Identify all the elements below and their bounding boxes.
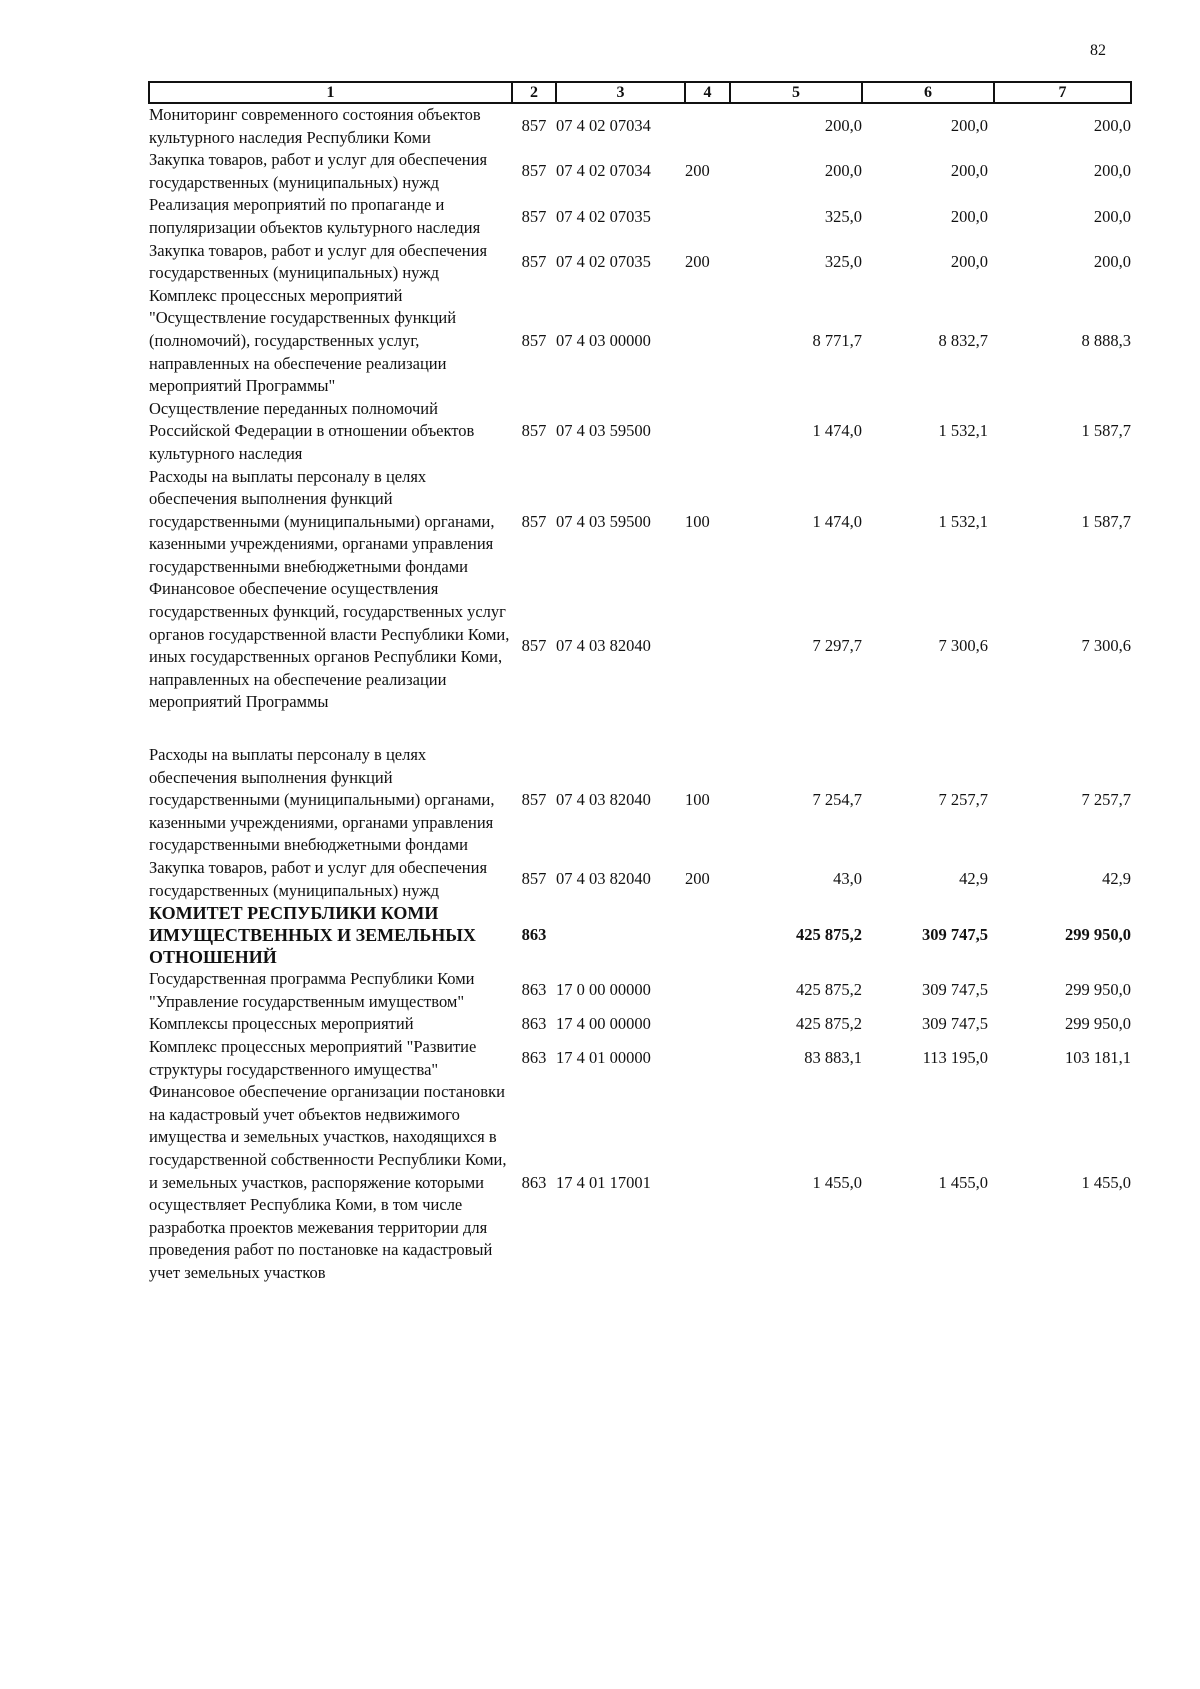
row-expense-type bbox=[685, 1036, 730, 1081]
row-value-col5: 1 455,0 bbox=[812, 1172, 862, 1192]
row-value-col6: 309 747,5 bbox=[922, 980, 988, 1000]
table-row bbox=[149, 1036, 1131, 1081]
row-expense-type: 200 bbox=[685, 251, 710, 271]
row-target-code: 07 4 03 82040 bbox=[556, 869, 651, 889]
row-expense-type bbox=[685, 103, 730, 149]
row-value-col7: 8 888,3 bbox=[1081, 330, 1131, 350]
row-name: Расходы на выплаты персоналу в целях обеспечения выполнения функций государственными (муниципальными) органами, казенными учреждениями, органами управления государственными внебюджетными фондами bbox=[149, 745, 495, 855]
row-value-col5: 83 883,1 bbox=[804, 1048, 862, 1068]
row-admin-code: 857 bbox=[521, 206, 547, 226]
row-value-col5: 7 297,7 bbox=[812, 635, 862, 655]
row-admin-code: 863 bbox=[521, 980, 547, 1000]
row-value-col5: 43,0 bbox=[833, 869, 862, 889]
table-row bbox=[149, 466, 1131, 579]
row-value-col6: 113 195,0 bbox=[922, 1048, 988, 1068]
row-spacer bbox=[149, 714, 1131, 744]
row-admin-code: 857 bbox=[521, 511, 547, 531]
row-target-code: 07 4 03 59500 bbox=[556, 421, 651, 441]
row-name: Финансовое обеспечение организации постановки на кадастровый учет объектов недвижимого имущества и земельных участков, находящихся в государственной собственности Республики Коми, и земельных участков, распоряжение которыми осуществляет Республика Коми, в том числе разработка проектов межевания территории для проведения работ по постановке на кадастровый учет земельных участков bbox=[149, 1082, 507, 1282]
row-value-col6: 8 832,7 bbox=[938, 330, 988, 350]
row-value-col7: 7 300,6 bbox=[1081, 635, 1131, 655]
row-value-col6: 42,9 bbox=[959, 869, 988, 889]
row-name: КОМИТЕТ РЕСПУБЛИКИ КОМИ ИМУЩЕСТВЕННЫХ И ЗЕМЕЛЬНЫХ ОТНОШЕНИЙ bbox=[149, 903, 476, 968]
row-value-col5: 425 875,2 bbox=[796, 1014, 862, 1034]
col-header-6: 6 bbox=[862, 82, 994, 103]
row-name: Осуществление переданных полномочий Российской Федерации в отношении объектов культурного наследия bbox=[149, 398, 475, 463]
row-value-col5: 8 771,7 bbox=[812, 330, 862, 350]
row-value-col7: 103 181,1 bbox=[1065, 1048, 1131, 1068]
row-target-code: 07 4 02 07034 bbox=[556, 116, 651, 136]
header-row bbox=[149, 82, 1131, 103]
row-admin-code: 863 bbox=[521, 1048, 547, 1068]
row-expense-type bbox=[685, 398, 730, 466]
row-name: Закупка товаров, работ и услуг для обеспечения государственных (муниципальных) нужд bbox=[149, 858, 488, 900]
row-value-col5: 325,0 bbox=[824, 251, 862, 271]
row-value-col6: 1 455,0 bbox=[938, 1172, 988, 1192]
row-admin-code: 857 bbox=[521, 116, 547, 136]
row-target-code: 07 4 03 82040 bbox=[556, 790, 651, 810]
row-value-col5: 1 474,0 bbox=[812, 421, 862, 441]
row-expense-type bbox=[685, 578, 730, 714]
row-admin-code: 857 bbox=[521, 251, 547, 271]
row-admin-code: 857 bbox=[521, 421, 547, 441]
row-expense-type bbox=[685, 902, 730, 968]
row-admin-code: 857 bbox=[521, 869, 547, 889]
row-value-col7: 7 257,7 bbox=[1081, 790, 1131, 810]
row-name: Комплекс процессных мероприятий "Развитие структуры государственного имущества" bbox=[149, 1036, 477, 1079]
row-value-col7: 42,9 bbox=[1102, 869, 1131, 889]
col-header-5: 5 bbox=[730, 82, 862, 103]
table-row bbox=[149, 968, 1131, 1013]
row-name: Расходы на выплаты персоналу в целях обеспечения выполнения функций государственными (муниципальными) органами, казенными учреждениями, органами управления государственными внебюджетными фондами bbox=[149, 466, 495, 576]
row-value-col7: 200,0 bbox=[1093, 161, 1131, 181]
table-row bbox=[149, 398, 1131, 466]
row-expense-type bbox=[685, 1081, 730, 1284]
row-value-col5: 425 875,2 bbox=[796, 980, 862, 1000]
row-value-col6: 200,0 bbox=[950, 116, 988, 136]
row-name: Закупка товаров, работ и услуг для обеспечения государственных (муниципальных) нужд bbox=[149, 150, 488, 192]
row-target-code: 17 4 01 00000 bbox=[556, 1048, 651, 1068]
row-expense-type bbox=[685, 194, 730, 239]
row-value-col6: 309 747,5 bbox=[922, 924, 988, 944]
row-target-code: 17 4 00 00000 bbox=[556, 1014, 651, 1034]
budget-table bbox=[148, 81, 1132, 1285]
row-target-code: 07 4 03 00000 bbox=[556, 330, 651, 350]
page-number: 82 bbox=[1090, 42, 1106, 59]
col-header-7: 7 bbox=[994, 82, 1131, 103]
row-value-col7: 200,0 bbox=[1093, 206, 1131, 226]
row-value-col5: 200,0 bbox=[824, 161, 862, 181]
col-header-3: 3 bbox=[556, 82, 685, 103]
row-name: Комплекс процессных мероприятий "Осуществление государственных функций (полномочий), государственных услуг, направленных на обеспечение реализации мероприятий Программы" bbox=[149, 285, 457, 396]
col-header-1: 1 bbox=[149, 82, 512, 103]
row-value-col6: 200,0 bbox=[950, 206, 988, 226]
row-target-code: 17 4 01 17001 bbox=[556, 1172, 651, 1192]
row-expense-type: 100 bbox=[685, 790, 710, 810]
row-admin-code: 857 bbox=[521, 330, 547, 350]
row-value-col6: 309 747,5 bbox=[922, 1014, 988, 1034]
row-target-code: 07 4 02 07034 bbox=[556, 161, 651, 181]
row-admin-code: 857 bbox=[521, 161, 547, 181]
row-value-col7: 299 950,0 bbox=[1065, 924, 1131, 944]
row-value-col7: 299 950,0 bbox=[1065, 1014, 1131, 1034]
row-target-code: 17 0 00 00000 bbox=[556, 980, 651, 1000]
row-value-col7: 200,0 bbox=[1093, 116, 1131, 136]
row-expense-type: 100 bbox=[685, 511, 710, 531]
row-name: Государственная программа Республики Коми "Управление государственным имуществом" bbox=[149, 969, 475, 1011]
row-value-col7: 1 455,0 bbox=[1081, 1172, 1131, 1192]
row-target-code: 07 4 03 82040 bbox=[556, 635, 651, 655]
col-header-4: 4 bbox=[685, 82, 730, 103]
row-value-col5: 325,0 bbox=[824, 206, 862, 226]
table-row bbox=[149, 103, 1131, 149]
row-name: Мониторинг современного состояния объектов культурного наследия Республики Коми bbox=[149, 105, 481, 147]
row-admin-code: 863 bbox=[521, 924, 547, 944]
table-row bbox=[149, 240, 1131, 285]
table-row bbox=[149, 1013, 1131, 1036]
table-row bbox=[149, 285, 1131, 398]
row-admin-code: 857 bbox=[521, 635, 547, 655]
table-row bbox=[149, 1081, 1131, 1284]
row-admin-code: 863 bbox=[521, 1172, 547, 1192]
row-admin-code: 857 bbox=[521, 790, 547, 810]
col-header-2: 2 bbox=[512, 82, 556, 103]
row-target-code: 07 4 03 59500 bbox=[556, 511, 651, 531]
row-expense-type: 200 bbox=[685, 161, 710, 181]
row-expense-type: 200 bbox=[685, 869, 710, 889]
row-admin-code: 863 bbox=[521, 1014, 547, 1034]
spacer-cell bbox=[149, 714, 1131, 744]
table-row bbox=[149, 744, 1131, 857]
row-value-col5: 200,0 bbox=[824, 116, 862, 136]
row-target-code: 07 4 02 07035 bbox=[556, 251, 651, 271]
row-target-code bbox=[556, 902, 685, 968]
row-value-col7: 299 950,0 bbox=[1065, 980, 1131, 1000]
row-value-col5: 425 875,2 bbox=[796, 924, 862, 944]
row-value-col6: 7 257,7 bbox=[938, 790, 988, 810]
table-row bbox=[149, 857, 1131, 902]
row-value-col6: 200,0 bbox=[950, 251, 988, 271]
row-value-col7: 1 587,7 bbox=[1081, 511, 1131, 531]
row-expense-type bbox=[685, 1013, 730, 1036]
row-value-col6: 7 300,6 bbox=[938, 635, 988, 655]
row-name: Комплексы процессных мероприятий bbox=[149, 1014, 414, 1034]
row-name: Финансовое обеспечение осуществления государственных функций, государственных услуг органов государственной власти Республики Коми, иных государственных органов Республики Коми, направленных на обеспечение реализации мероприятий Программы bbox=[149, 579, 510, 712]
row-value-col6: 1 532,1 bbox=[938, 511, 988, 531]
row-expense-type bbox=[685, 968, 730, 1013]
row-target-code: 07 4 02 07035 bbox=[556, 206, 651, 226]
row-name: Реализация мероприятий по пропаганде и популяризации объектов культурного наследия bbox=[149, 195, 481, 237]
row-value-col7: 1 587,7 bbox=[1081, 421, 1131, 441]
table-row bbox=[149, 149, 1131, 194]
row-value-col6: 1 532,1 bbox=[938, 421, 988, 441]
row-expense-type bbox=[685, 285, 730, 398]
table-row bbox=[149, 578, 1131, 714]
row-value-col7: 200,0 bbox=[1093, 251, 1131, 271]
table-row-section-header bbox=[149, 902, 1131, 968]
table-row bbox=[149, 194, 1131, 239]
row-value-col5: 1 474,0 bbox=[812, 511, 862, 531]
row-name: Закупка товаров, работ и услуг для обеспечения государственных (муниципальных) нужд bbox=[149, 240, 488, 283]
row-value-col6: 200,0 bbox=[950, 161, 988, 181]
row-value-col5: 7 254,7 bbox=[812, 790, 862, 810]
